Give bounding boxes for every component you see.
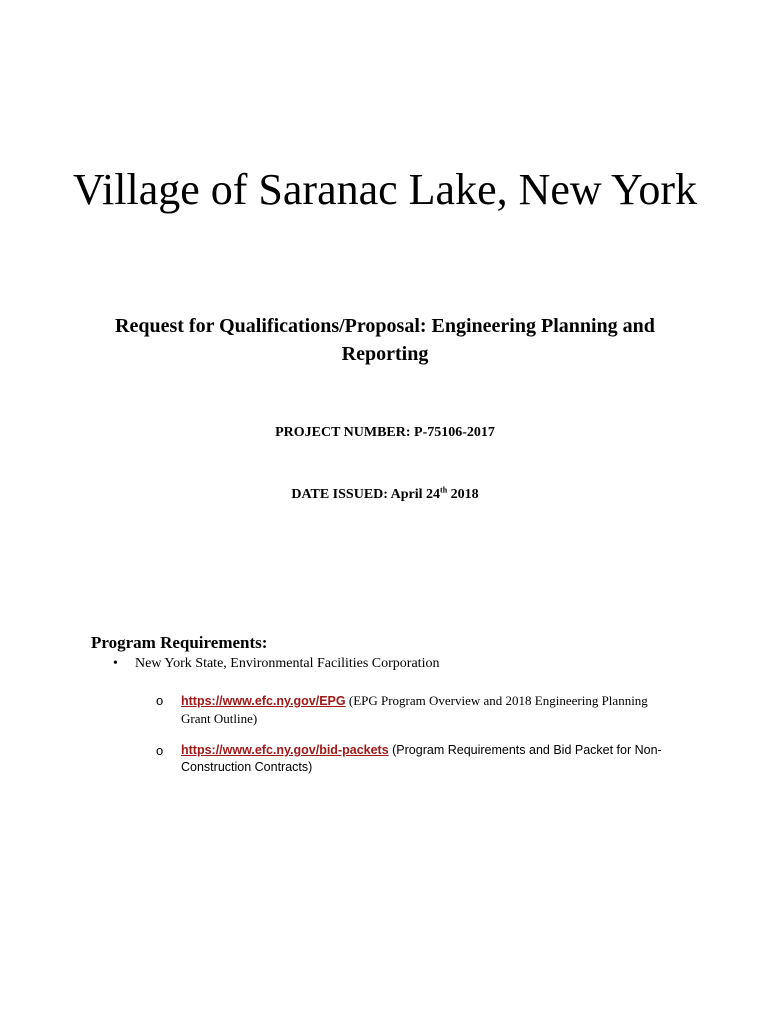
bid-packets-link-description: (Program Requirements and Bid Packet for Non-Construction Contracts) — [181, 743, 662, 774]
epg-link[interactable]: https://www.efc.ny.gov/EPG — [181, 694, 346, 708]
document-subtitle: Request for Qualifications/Proposal: Engineering Planning and Reporting — [115, 315, 655, 365]
sub-bullet-icon: o — [156, 693, 164, 708]
project-number: PROJECT NUMBER: P-75106-2017 — [275, 425, 495, 440]
epg-link-description: (EPG Program Overview and 2018 Engineering Planning Grant Outline) — [181, 693, 648, 726]
date-issued — [0, 487, 770, 503]
bullet-text: New York State, Environmental Facilities Corporation — [135, 656, 440, 671]
bullet-icon: • — [113, 656, 118, 671]
sub-bullet-icon: o — [156, 743, 164, 758]
sub-item-text — [181, 742, 676, 776]
date-issued-main: DATE ISSUED: April 24 — [291, 487, 441, 502]
sub-list-item-epg — [156, 692, 676, 727]
bullet-item — [113, 656, 439, 672]
program-requirements-heading: Program Requirements: — [91, 633, 268, 652]
date-issued-year: 2018 — [447, 487, 479, 502]
sub-list-item-bid-packets — [156, 742, 676, 776]
sub-item-text — [181, 692, 676, 727]
date-issued-ordinal: th — [440, 485, 448, 495]
document-title: Village of Saranac Lake, New York — [72, 165, 698, 214]
bid-packets-link[interactable]: https://www.efc.ny.gov/bid-packets — [181, 743, 389, 757]
